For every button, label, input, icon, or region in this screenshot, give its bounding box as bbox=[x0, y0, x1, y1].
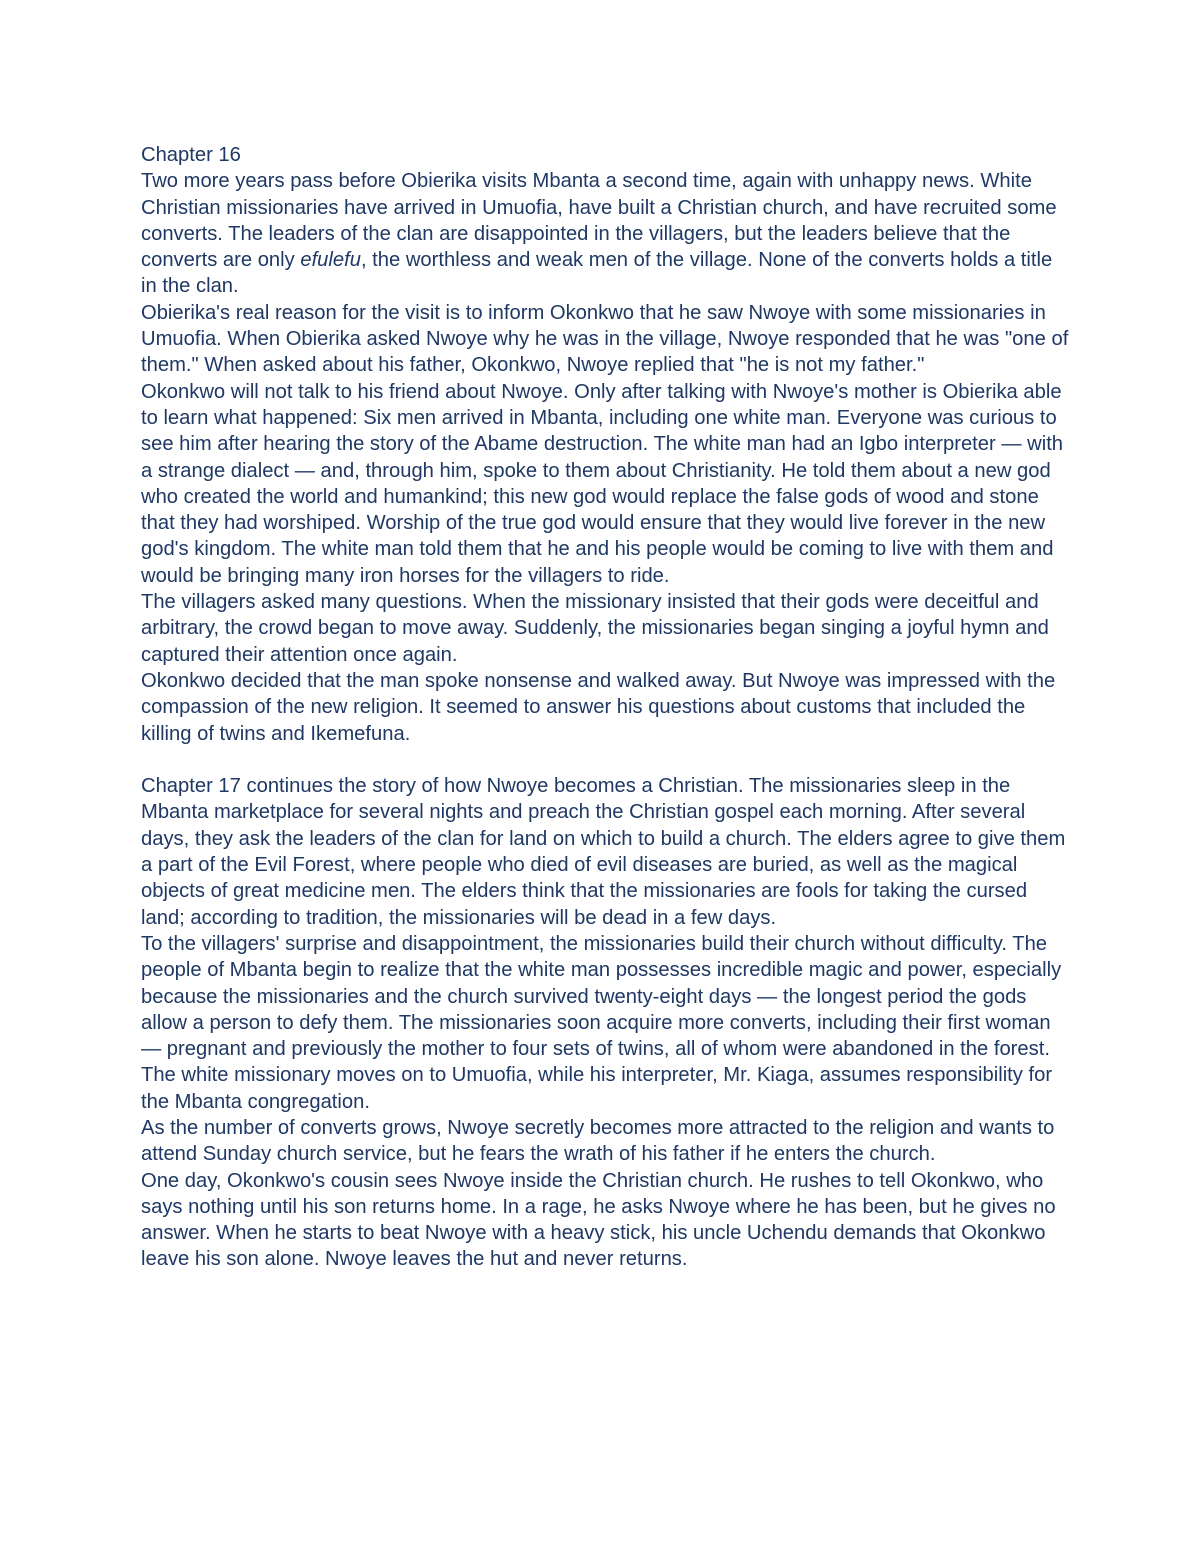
paragraph-text: Two more years pass before Obierika visits Mbanta a second time, again with unhappy news. White Christian missionaries have arrived in Umuofia, have built a Christian church, and have recruited some converts. The leaders of the clan are disappointed in the villagers, but the leaders believe that the converts are only bbox=[141, 170, 1057, 272]
paragraph: Okonkwo decided that the man spoke nonsense and walked away. But Nwoye was impressed with the compassion of the new religion. It seemed to answer his questions about customs that included the killing of twins and Ikemefuna. bbox=[141, 669, 1056, 745]
chapter-heading: Chapter 16 bbox=[141, 144, 241, 166]
paragraph: As the number of converts grows, Nwoye secretly becomes more attracted to the religion and wants to attend Sunday church service, but he fears the wrath of his father if he enters the church. bbox=[141, 1116, 1055, 1166]
paragraph: Obierika's real reason for the visit is to inform Okonkwo that he saw Nwoye with some missionaries in Umuofia. When Obierika asked Nwoye why he was in the village, Nwoye responded that he was "one of them." When asked about his father, Okonkwo, Nwoye replied that "he is not my father." bbox=[141, 301, 1069, 377]
paragraph bbox=[141, 168, 1071, 299]
paragraph: To the villagers' surprise and disappointment, the missionaries build their church without difficulty. The people of Mbanta begin to realize that the white man possesses incredible magic and power, especially because the missionaries and the church survived twenty-eight days — the longest period the gods allow a person to defy them. The missionaries soon acquire more converts, including their first woman — pregnant and previously the mother to four sets of twins, all of whom were abandoned in the forest. The white missionary moves on to Umuofia, while his interpreter, Mr. Kiaga, assumes responsibility for the Mbanta congregation. bbox=[141, 932, 1062, 1113]
paragraph-text: , the worthless and weak men of the village. None of the converts holds a title in the clan. bbox=[141, 249, 1053, 298]
italic-term: efulefu bbox=[300, 249, 361, 272]
paragraph: One day, Okonkwo's cousin sees Nwoye inside the Christian church. He rushes to tell Okonkwo, who says nothing until his son returns home. In a rage, he asks Nwoye where he has been, but he gives no answer. When he starts to beat Nwoye with a heavy stick, his uncle Uchendu demands that Okonkwo leave his son alone. Nwoye leaves the hut and never returns. bbox=[141, 1169, 1056, 1271]
paragraph: The villagers asked many questions. When the missionary insisted that their gods were deceitful and arbitrary, the crowd began to move away. Suddenly, the missionaries began singing a joyful hymn and captured their attention once again. bbox=[141, 591, 1049, 666]
paragraph: Chapter 17 continues the story of how Nwoye becomes a Christian. The missionaries sleep in the Mbanta marketplace for several nights and preach the Christian gospel each morning. After several days, they ask the leaders of the clan for land on which to build a church. The elders agree to give them a part of the Evil Forest, where people who died of evil diseases are buried, as well as the magical objects of great medicine men. The elders think that the missionaries are fools for taking the cursed land; according to tradition, the missionaries will be dead in a few days. bbox=[141, 775, 1066, 929]
document-body bbox=[141, 142, 1071, 1273]
blank-line bbox=[141, 747, 1071, 773]
paragraph: Okonkwo will not talk to his friend about Nwoye. Only after talking with Nwoye's mother is Obierika able to learn what happened: Six men arrived in Mbanta, including one white man. Everyone was curious to see him after hearing the story of the Abame destruction. The white man had an Igbo interpreter — with a strange dialect — and, through him, spoke to them about Christianity. He told them about a new god who created the world and humankind; this new god would replace the false gods of wood and stone that they had worshiped. Worship of the true god would ensure that they would live forever in the new god's kingdom. The white man told them that he and his people would be coming to live with them and would be bringing many iron horses for the villagers to ride. bbox=[141, 380, 1064, 587]
